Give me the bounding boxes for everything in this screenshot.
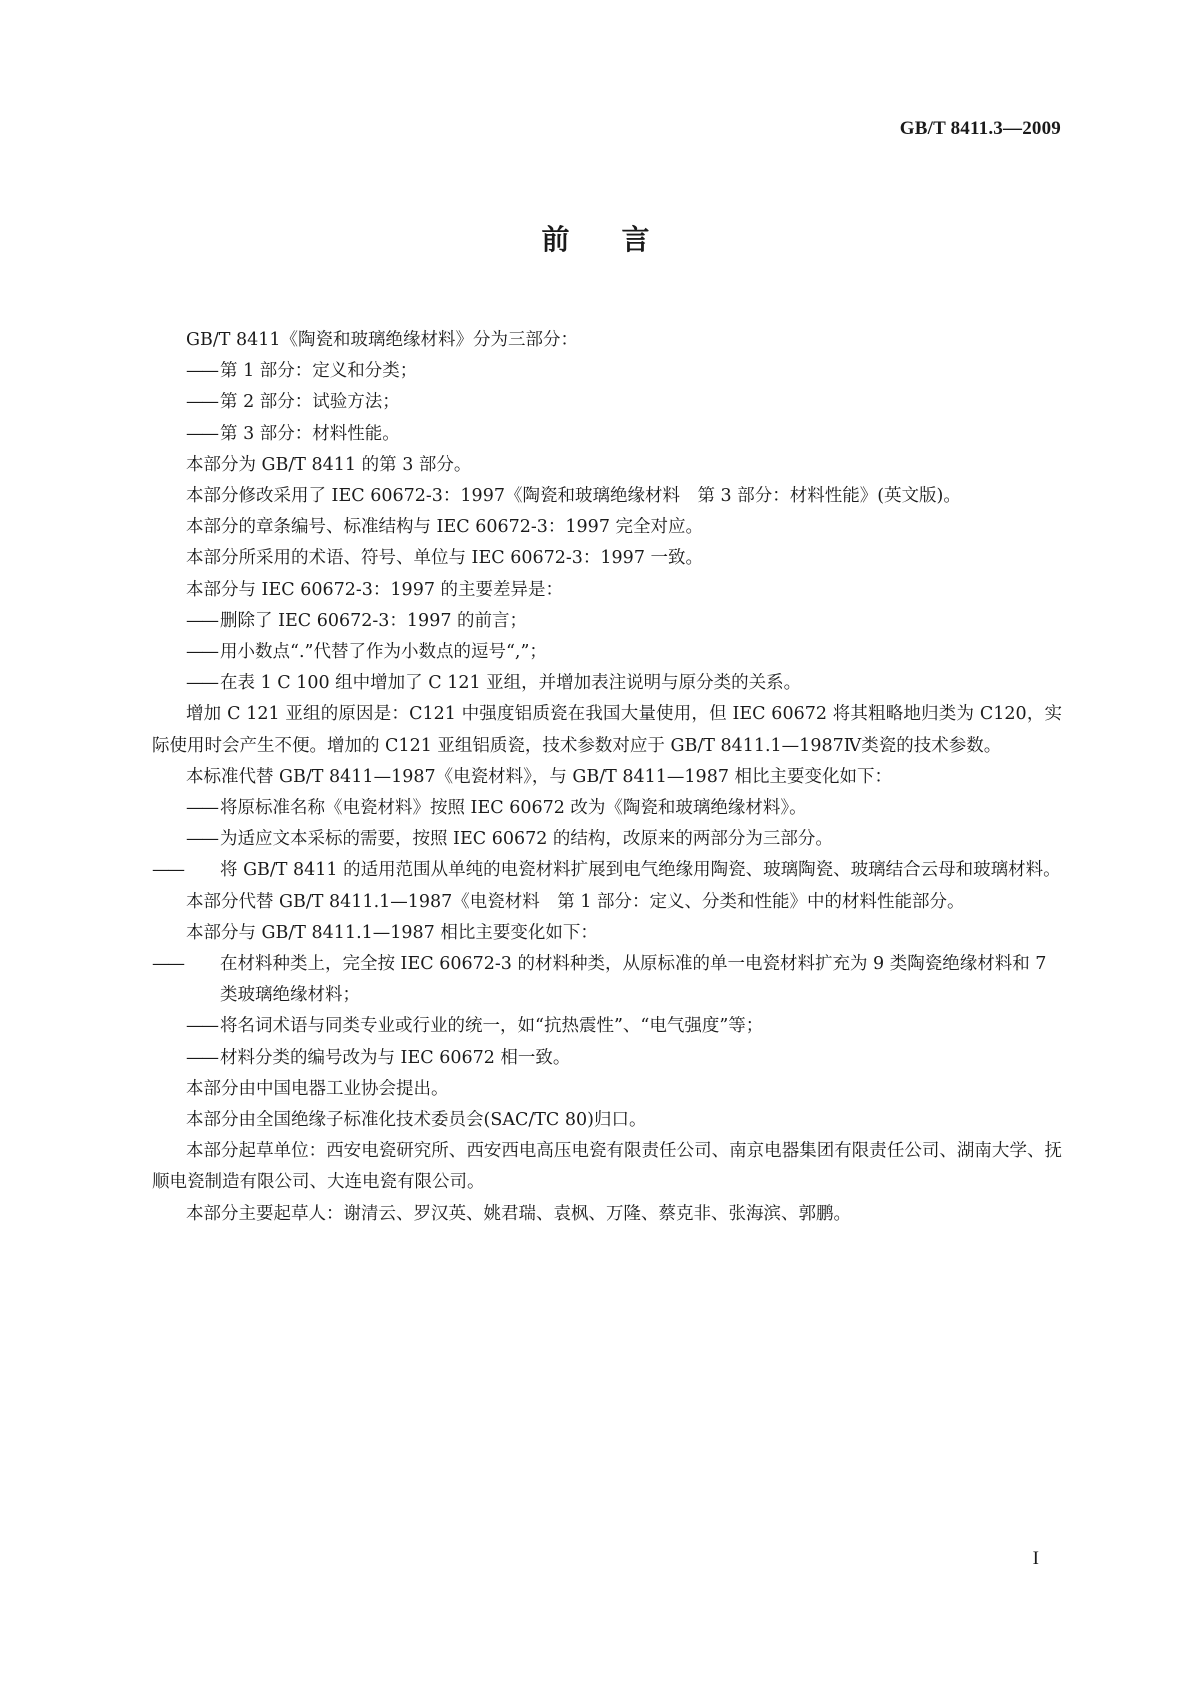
- paragraph: 本部分与 IEC 60672-3：1997 的主要差异是：: [186, 579, 564, 600]
- list-item-text: 材料分类的编号改为与 IEC 60672 相一致。: [220, 1047, 571, 1068]
- list-item-text: 删除了 IEC 60672-3：1997 的前言；: [220, 610, 528, 631]
- page-number: I: [1032, 1548, 1039, 1569]
- paragraph: 本部分主要起草人：谢清云、罗汉英、姚君瑞、袁枫、万隆、蔡克非、张海滨、郭鹏。: [186, 1203, 851, 1224]
- standard-code: GB/T 8411.3—2009: [899, 118, 1061, 139]
- dash-marker: ——: [186, 798, 217, 819]
- dash-marker: ——: [186, 829, 217, 850]
- list-item: [152, 949, 1062, 1011]
- dash-marker: ——: [186, 642, 217, 663]
- list-item: [152, 793, 1062, 824]
- dash-marker: ——: [186, 1016, 217, 1037]
- dash-marker: ——: [152, 860, 183, 881]
- list-item: [152, 1011, 1062, 1042]
- list-item-text: 将 GB/T 8411 的适用范围从单纯的电瓷材料扩展到电气绝缘用陶瓷、玻璃陶瓷、玻璃结合云母和玻璃材料。: [220, 860, 1061, 881]
- paragraph: 本部分为 GB/T 8411 的第 3 部分。: [186, 454, 472, 475]
- list-item: [152, 419, 1062, 450]
- paragraph: 本部分代替 GB/T 8411.1—1987《电瓷材料 第 1 部分：定义、分类和性能》中的材料性能部分。: [186, 891, 965, 912]
- list-item-text: 在表 1 C 100 组中增加了 C 121 亚组，并增加表注说明与原分类的关系。: [220, 673, 802, 694]
- list-item: [152, 356, 1062, 387]
- paragraph: 本部分修改采用了 IEC 60672-3：1997《陶瓷和玻璃绝缘材料 第 3 部分：材料性能》(英文版)。: [186, 486, 961, 507]
- paragraph: GB/T 8411《陶瓷和玻璃绝缘材料》分为三部分：: [186, 330, 579, 350]
- list-item-text: 第 2 部分：试验方法；: [220, 392, 400, 413]
- list-item-text: 第 3 部分：材料性能。: [220, 423, 400, 444]
- dash-marker: ——: [186, 1047, 217, 1068]
- list-item: [152, 1043, 1062, 1074]
- paragraph: 本部分的章条编号、标准结构与 IEC 60672-3：1997 完全对应。: [186, 517, 704, 538]
- dash-marker: ——: [186, 673, 217, 694]
- paragraph: 本部分所采用的术语、符号、单位与 IEC 60672-3：1997 一致。: [186, 548, 704, 569]
- paragraph: 本部分起草单位：西安电瓷研究所、西安西电高压电瓷有限责任公司、南京电器集团有限责任公司、湖南大学、抚顺电瓷制造有限公司、大连电瓷有限公司。: [152, 1141, 1062, 1193]
- paragraph: 增加 C 121 亚组的原因是：C121 中强度铝质瓷在我国大量使用，但 IEC 60672 将其粗略地归类为 C120，实际使用时会产生不便。增加的 C121 亚组铝质瓷，技术参数对应于 GB/T 8411.1—1987Ⅳ类瓷的技术参数。: [152, 704, 1062, 756]
- dash-marker: ——: [186, 392, 217, 413]
- dash-marker: ——: [152, 954, 183, 975]
- dash-marker: ——: [186, 361, 217, 382]
- list-item: [152, 668, 1062, 699]
- paragraph: 本部分由全国绝缘子标准化技术委员会(SAC/TC 80)归口。: [186, 1110, 647, 1131]
- list-item: [152, 606, 1062, 637]
- paragraph: 本标准代替 GB/T 8411—1987《电瓷材料》，与 GB/T 8411—1987 相比主要变化如下：: [186, 766, 893, 787]
- dash-marker: ——: [186, 610, 217, 631]
- list-item: [152, 387, 1062, 418]
- list-item: [152, 855, 1062, 886]
- paragraph: 本部分与 GB/T 8411.1—1987 相比主要变化如下：: [186, 922, 598, 943]
- paragraph: 本部分由中国电器工业协会提出。: [186, 1078, 449, 1099]
- dash-marker: ——: [186, 423, 217, 444]
- page-title: 前言: [541, 223, 702, 256]
- list-item-text: 为适应文本采标的需要，按照 IEC 60672 的结构，改原来的两部分为三部分。: [220, 829, 833, 850]
- list-item-text: 第 1 部分：定义和分类；: [220, 361, 418, 382]
- list-item-text: 在材料种类上，完全按 IEC 60672-3 的材料种类，从原标准的单一电瓷材料扩充为 9 类陶瓷绝缘材料和 7 类玻璃绝缘材料；: [220, 954, 1047, 1006]
- list-item-text: 将原标准名称《电瓷材料》按照 IEC 60672 改为《陶瓷和玻璃绝缘材料》。: [220, 798, 807, 819]
- list-item-text: 将名词术语与同类专业或行业的统一，如“抗热震性”、“电气强度”等；: [220, 1016, 764, 1037]
- list-item-text: 用小数点“.”代替了作为小数点的逗号“,”；: [220, 642, 547, 663]
- foreword-body: [152, 325, 1062, 1230]
- list-item: [152, 637, 1062, 668]
- list-item: [152, 824, 1062, 855]
